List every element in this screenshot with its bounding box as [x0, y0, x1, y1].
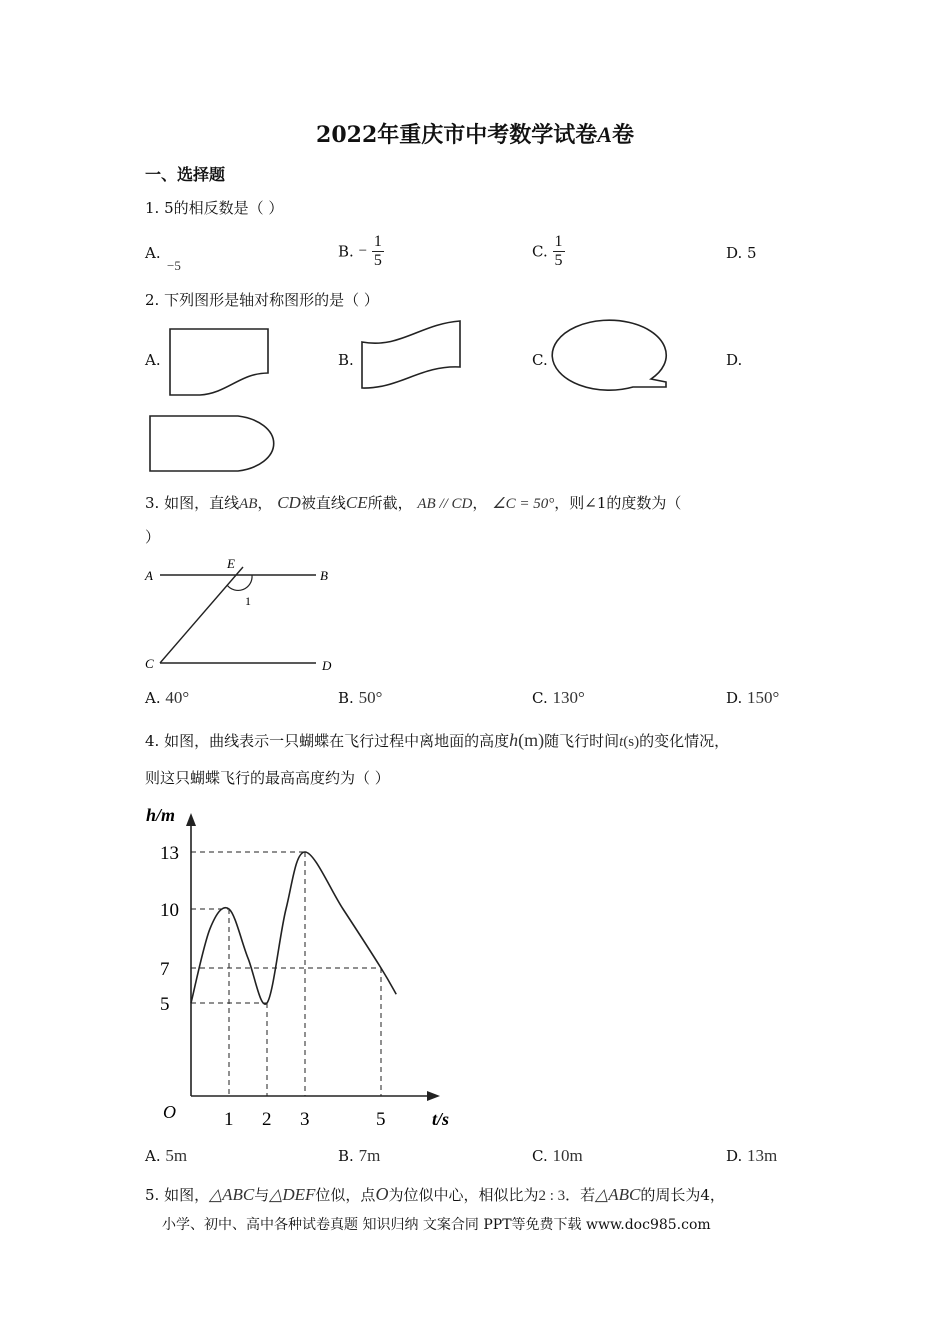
q3-label-1: 1: [245, 594, 251, 608]
q1-a-value: −5: [167, 258, 181, 273]
q2-stem: 2. 下列图形是轴对称图形的是（ ）: [145, 291, 379, 309]
q4-stem-line2: 则这只蝴蝶飞行的最高高度约为（ ）: [145, 769, 390, 787]
q3-option-a[interactable]: A. 40°: [145, 688, 190, 707]
chart-origin-label: O: [163, 1102, 176, 1122]
q2-option-b[interactable]: B.: [338, 351, 354, 369]
q3-label-e: E: [227, 556, 235, 571]
q5-stem: 5. 如图，△ABC与△DEF位似，点O为位似中心，相似比为2 : 3．若△ABC的周长为4，: [145, 1184, 725, 1204]
chart-x-label: t/s: [432, 1109, 450, 1129]
q3-stem: 3. 如图，直线AB， CD被直线CE所截， AB // CD， ∠C = 50°，则∠1的度数为（: [145, 493, 682, 512]
footer-text: 小学、初中、高中各种试卷真题 知识归纳 文案合同 PPT等免费下载 www.doc985.com: [162, 1217, 711, 1233]
section-title: 一、选择题: [145, 165, 226, 184]
q1-option-d[interactable]: D. 5: [726, 244, 757, 262]
q3-cd: CD: [277, 493, 301, 512]
chart-y-tick-label: 5: [160, 994, 170, 1015]
q3-label-d: D: [322, 658, 332, 673]
q4-option-c[interactable]: C. 10m: [532, 1146, 583, 1165]
q3-option-b[interactable]: B. 50°: [338, 688, 383, 707]
q3-label-a: A: [145, 568, 153, 583]
q1-a-label: A.: [145, 244, 161, 262]
q1-stem: 1. 5的相反数是（ ）: [145, 199, 284, 217]
title-text: 2022年重庆市中考数学试卷: [316, 122, 598, 148]
q2-option-d[interactable]: D.: [726, 351, 743, 369]
q3-option-d[interactable]: D. 150°: [726, 688, 780, 707]
chart-x-tick-label: 2: [262, 1109, 272, 1130]
q3-ab: AB: [239, 496, 258, 512]
chart-y-tick-label: 10: [160, 900, 179, 921]
q2-option-c[interactable]: C.: [532, 351, 548, 369]
chart-y-label: h/m: [146, 805, 176, 825]
q1-b-sign: −: [358, 243, 368, 259]
q3-ce: CE: [345, 493, 368, 512]
chart-y-arrow: [186, 813, 196, 826]
q1-b-fraction: $\frac{1}{5}$: [373, 233, 382, 269]
q4-stem: 4. 如图，曲线表示一只蝴蝶在飞行过程中离地面的高度h(m)随飞行时间t(s)的变化情况，: [145, 730, 730, 750]
q4-option-a[interactable]: A. 5m: [145, 1146, 188, 1165]
q1-c-label: C.: [532, 242, 548, 261]
chart-x-tick-label: 3: [300, 1109, 310, 1130]
q3-label-c: C: [145, 656, 154, 671]
chart-x-tick-label: 1: [224, 1109, 234, 1130]
q4-option-d[interactable]: D. 13m: [726, 1146, 778, 1165]
q3-option-c[interactable]: C. 130°: [532, 688, 585, 707]
title-suffix: 卷: [611, 122, 634, 148]
chart-y-tick-label: 13: [160, 843, 179, 864]
title-italic: A: [597, 122, 612, 147]
q3-stem-end: ）: [145, 528, 161, 546]
q2-option-a[interactable]: A.: [145, 351, 161, 369]
chart-x-tick-label: 5: [376, 1109, 386, 1130]
q4-option-b[interactable]: B. 7m: [338, 1146, 381, 1165]
q1-c-fraction: $\frac{1}{5}$: [554, 233, 563, 269]
q1-b-label: B.: [338, 242, 354, 261]
q3-label-b: B: [320, 568, 328, 583]
chart-x-arrow: [427, 1091, 440, 1101]
q3-parallel: AB // CD: [417, 496, 473, 512]
chart-y-tick-label: 7: [160, 959, 170, 980]
q3-angle: ∠C = 50°: [492, 496, 555, 512]
chart-series-line: [191, 852, 396, 1004]
